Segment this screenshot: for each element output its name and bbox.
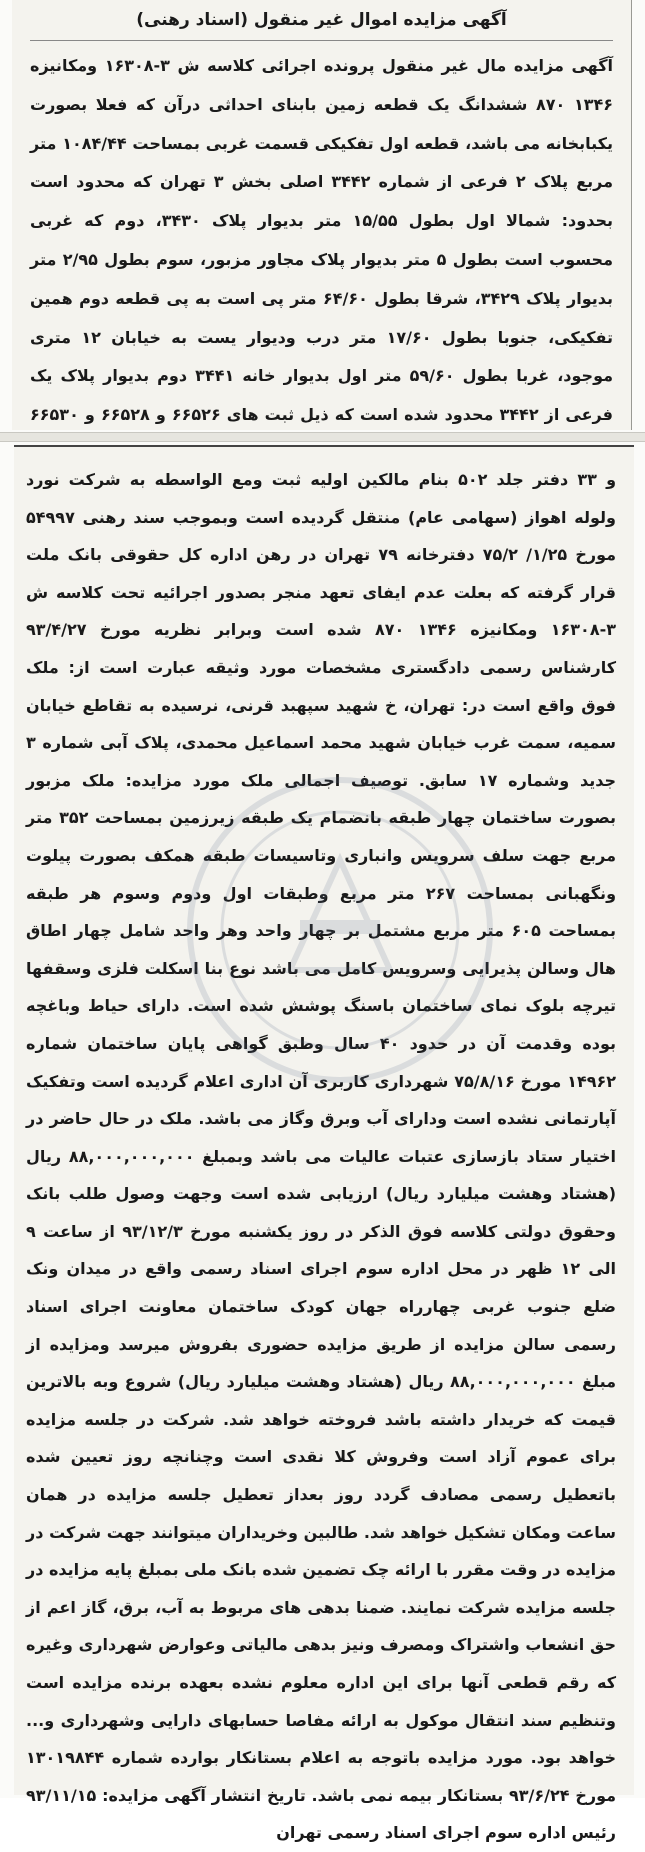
notice-bottom-column bbox=[14, 445, 634, 1843]
notice-text-part2: و ۳۳ دفتر جلد ۵۰۲ بنام مالکین اولیه ثبت ومع الواسطه به شرکت نورد ولوله اهواز (سهامی عام) منتقل گردیده است وبموجب سند رهنی ۵۴۹۹۷ مورخ ۱/۲۵/ ۷۵/۲ دفترخانه ۷۹ تهران در رهن اداره کل حقوقی بانک ملت قرار گرفته که بعلت عدم ایفای تعهد منجر بصدور اجرائیه تحت کلاسه ش ۳-۱۶۳۰۸ ومکانیزه ۱۳۴۶ ۸۷۰ شده است وبرابر نظریه مورخ ۹۳/۴/۲۷ کارشناس رسمی دادگستری مشخصات مورد وثیقه عبارت است از: ملک فوق واقع است در: تهران، خ شهید سپهبد قرنی، نرسیده به تقاطع خیابان سمیه، سمت غرب خیابان شهید محمد اسماعیل محمدی، پلاک آبی شماره ۳ جدید وشماره ۱۷ سابق. توصیف اجمالی ملک مورد مزایده: ملک مزبور بصورت ساختمان چهار طبقه بانضمام یک طبقه زیرزمین بمساحت ۳۵۲ متر مربع جهت سلف سرویس وانباری وتاسیسات طبقه همکف بصورت پیلوت ونگهبانی بمساحت ۲۶۷ متر مربع وطبقات اول ودوم وسوم هر طبقه بمساحت ۶۰۵ متر مربع مشتمل بر چهار واحد وهر واحد شامل چهار اطاق هال وسالن پذیرایی وسرویس کامل می باشد نوع بنا اسکلت فلزی وسقفها تیرچه بلوک نمای ساختمان باسنگ پوشش شده است. دارای حیاط وباغچه بوده وقدمت آن در حدود ۴۰ سال وطبق گواهی پایان ساختمان شماره ۱۴۹۶۲ مورخ ۷۵/۸/۱۶ شهرداری کاربری آن اداری اعلام گردیده است وتفکیک آپارتمانی نشده است ودارای آب وبرق وگاز می باشد. ملک در حال حاضر در اختیار ستاد بازسازی عتبات عالیات می باشد وبمبلغ ۸۸,۰۰۰,۰۰۰,۰۰۰ ریال (هشتاد وهشت میلیارد ریال) ارزیابی شده است وجهت وصول طلب بانک وحقوق دولتی کلاسه فوق الذکر در روز یکشنبه مورخ ۹۳/۱۲/۳ از ساعت ۹ الی ۱۲ ظهر در محل اداره سوم اجرای اسناد رسمی واقع در میدان ونک ضلع جنوب غربی چهارراه جهان کودک ساختمان معاونت اجرای اسناد رسمی سالن مزایده از طریق مزایده حضوری بفروش میرسد ومزایده از مبلغ ۸۸,۰۰۰,۰۰۰,۰۰۰ ریال (هشتاد وهشت میلیارد ریال) شروع وبه بالاترین قیمت که خریدار داشته باشد فروخته خواهد شد. شرکت در جلسه مزایده برای عموم آزاد است وفروش کلا نقدی است وچنانچه روز تعیین شده باتعطیل رسمی مصادف گردد روز بعداز تعطیل جلسه مزایده در همان ساعت ومکان تشکیل خواهد شد. طالبین وخریداران میتوانند جهت شرکت در مزایده در وقت مقرر با ارائه چک تضمین شده بانک ملی بمبلغ پایه مزایده در جلسه مزایده شرکت نمایند. ضمنا بدهی های مربوط به آب، برق، گاز اعم از حق انشعاب واشتراک ومصرف ونیز بدهی مالیاتی وعوارض شهرداری وغیره که رقم قطعی آنها برای این اداره معلوم نشده بعهده برنده مزایده است وتنظیم سند انتقال موکول به ارائه مفاصا حسابهای دارایی وشهرداری و... خواهد بود. مورد مزایده باتوجه به اعلام بستانکار بوارده شماره ۱۳۰۱۹۸۴۴ مورخ ۹۳/۶/۲۴ بستانکار بیمه نمی باشد. تاریخ انتشار آگهی مزایده: ۹۳/۱۱/۱۵ رئیس اداره سوم اجرای اسناد رسمی تهران bbox=[25, 470, 617, 1843]
notice-text-part1: آگهی مزایده مال غیر منقول پرونده اجرائی کلاسه ش ۳-۱۶۳۰۸ ومکانیزه ۱۳۴۶ ۸۷۰ ششدانگ یک قطعه زمین بابنای احداثی درآن که فعلا بصورت یکبابخانه می باشد، قطعه اول تفکیکی قسمت غربی بمساحت ۱۰۸۴/۴۴ متر مربع پلاک ۲ فرعی از شماره ۳۴۴۲ اصلی بخش ۳ تهران که محدود است بحدود: شمالا اول بطول ۱۵/۵۵ متر بدیوار پلاک ۳۴۳۰، دوم که غربی محسوب است بطول ۵ متر بدیوار پلاک مجاور مزبور، سوم بطول ۲/۹۵ متر بدیوار پلاک ۳۴۲۹، شرقا بطول ۶۴/۶۰ متر پی است به پی قطعه دوم همین تفکیکی، جنوبا بطول ۱۷/۶۰ متر درب ودیوار یست به خیابان ۱۲ متری موجود، غربا بطول ۵۹/۶۰ متر اول بدیوار خانه ۳۴۴۱ دوم بدیوار پلاک یک فرعی از ۳۴۴۲ محدود شده است که ذیل ثبت های ۶۶۵۲۶ و ۶۶۵۲۸ و ۶۶۵۳۰ bbox=[30, 56, 614, 425]
notice-top-column bbox=[12, 0, 632, 430]
column-divider bbox=[0, 432, 645, 442]
notice-title: آگهی مزایده اموال غیر منقول (اسناد رهنی) bbox=[30, 6, 613, 41]
